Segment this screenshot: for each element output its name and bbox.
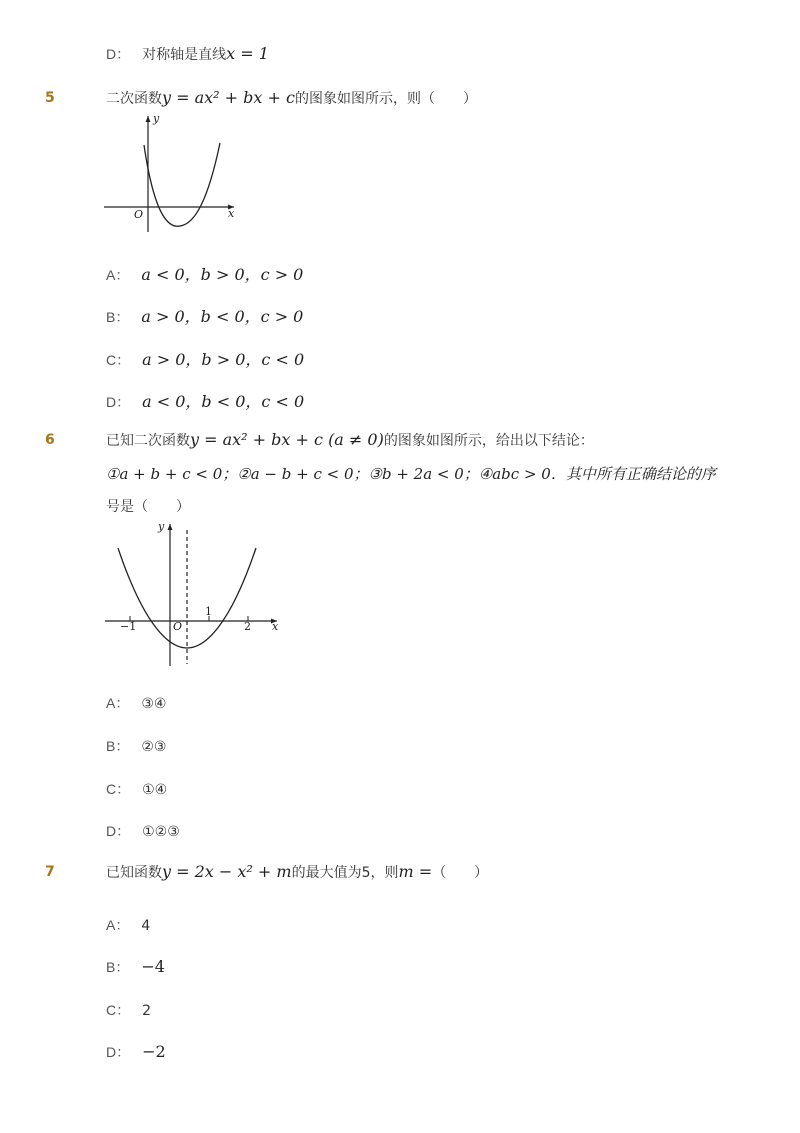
question-number-5: 5: [45, 90, 55, 106]
q7-option-c[interactable]: [106, 1000, 151, 1020]
q4-option-d[interactable]: [106, 44, 269, 64]
option-text: 对称轴是直线: [142, 47, 227, 63]
question-number-6: 6: [45, 432, 55, 448]
option-label: B：: [106, 309, 130, 325]
option-value: ③④: [141, 696, 167, 712]
parabola-curve: [144, 143, 220, 226]
option-label: D：: [106, 46, 131, 62]
q7-option-d[interactable]: [106, 1042, 166, 1062]
tick-label-2: 2: [244, 620, 251, 633]
tick-label-neg1: −1: [120, 620, 137, 633]
q5-stem: [106, 88, 477, 108]
q7-stem-pre: 已知函数: [106, 865, 162, 881]
option-value: a > 0，b > 0，c < 0: [142, 350, 305, 369]
x-axis-label: x: [228, 207, 235, 220]
tick-label-1: 1: [205, 605, 212, 618]
y-axis-label: y: [158, 520, 165, 533]
q6-option-d[interactable]: [106, 821, 180, 841]
option-label: C：: [106, 1002, 131, 1018]
option-value: ①④: [142, 782, 168, 798]
q5-stem-post: 的图象如图所示，则（ ）: [294, 91, 477, 107]
option-label: C：: [106, 352, 131, 368]
x-axis-label: x: [272, 620, 279, 633]
option-value: a < 0，b > 0，c > 0: [141, 265, 304, 284]
option-value: ①②③: [142, 824, 180, 840]
option-label: B：: [106, 738, 130, 754]
option-label: A：: [106, 695, 130, 711]
q5-option-a[interactable]: [106, 262, 303, 285]
option-label: C：: [106, 781, 131, 797]
q7-stem: [106, 862, 488, 882]
y-axis-label: y: [153, 112, 160, 125]
option-label: B：: [106, 959, 130, 975]
q6-stem-pre: 已知二次函数: [106, 433, 190, 449]
option-label: D：: [106, 823, 131, 839]
option-value: ②③: [141, 739, 167, 755]
option-value: −2: [142, 1042, 166, 1061]
y-axis-arrow: [168, 524, 173, 530]
q7-option-b[interactable]: [106, 957, 165, 977]
q5-option-d[interactable]: [106, 389, 304, 412]
q6-stem-math: y = ax² + bx + c (a ≠ 0): [190, 430, 384, 449]
q6-conclusions-text: ①a + b + c < 0；②a − b + c < 0；③b + 2a < 0；④abc > 0．其中所有正确结论的序: [106, 465, 716, 483]
option-value: −4: [141, 957, 165, 976]
q5-option-b[interactable]: [106, 304, 303, 327]
option-label: A：: [106, 917, 130, 933]
q7-stem-mid: 的最大值为5，则: [291, 865, 399, 881]
q7-stem-math: y = 2x − x² + m: [162, 862, 292, 881]
q5-parabola-figure: [100, 110, 245, 240]
option-value: a > 0，b < 0，c > 0: [141, 307, 304, 326]
origin-label: O: [134, 208, 144, 221]
option-value: a < 0，b < 0，c < 0: [142, 392, 305, 411]
q7-stem-math2: m =: [398, 862, 433, 881]
q5-stem-pre: 二次函数: [106, 91, 162, 107]
question-number-7: 7: [45, 864, 55, 880]
q6-stem: [106, 430, 594, 450]
q6-stem-tail: 号是（ ）: [106, 499, 190, 515]
q6-conclusions: [106, 463, 716, 484]
option-value: 2: [142, 1003, 152, 1019]
q7-option-a[interactable]: [106, 915, 150, 935]
q5-stem-math: y = ax² + bx + c: [162, 88, 295, 107]
parabola-curve: [118, 548, 256, 648]
q7-stem-post: （ ）: [432, 865, 489, 881]
option-label: D：: [106, 394, 131, 410]
q6-option-b[interactable]: [106, 736, 166, 756]
option-label: D：: [106, 1044, 131, 1060]
q6-option-a[interactable]: [106, 693, 166, 713]
q6-parabola-figure: [100, 518, 285, 668]
option-value: 4: [141, 918, 151, 934]
y-axis-arrow: [146, 116, 151, 122]
q5-option-c[interactable]: [106, 347, 304, 370]
q6-option-c[interactable]: [106, 779, 167, 799]
option-label: A：: [106, 267, 130, 283]
option-math: x = 1: [226, 44, 269, 63]
origin-label: O: [173, 620, 183, 633]
q6-stem-post: 的图象如图所示，给出以下结论：: [383, 433, 594, 449]
